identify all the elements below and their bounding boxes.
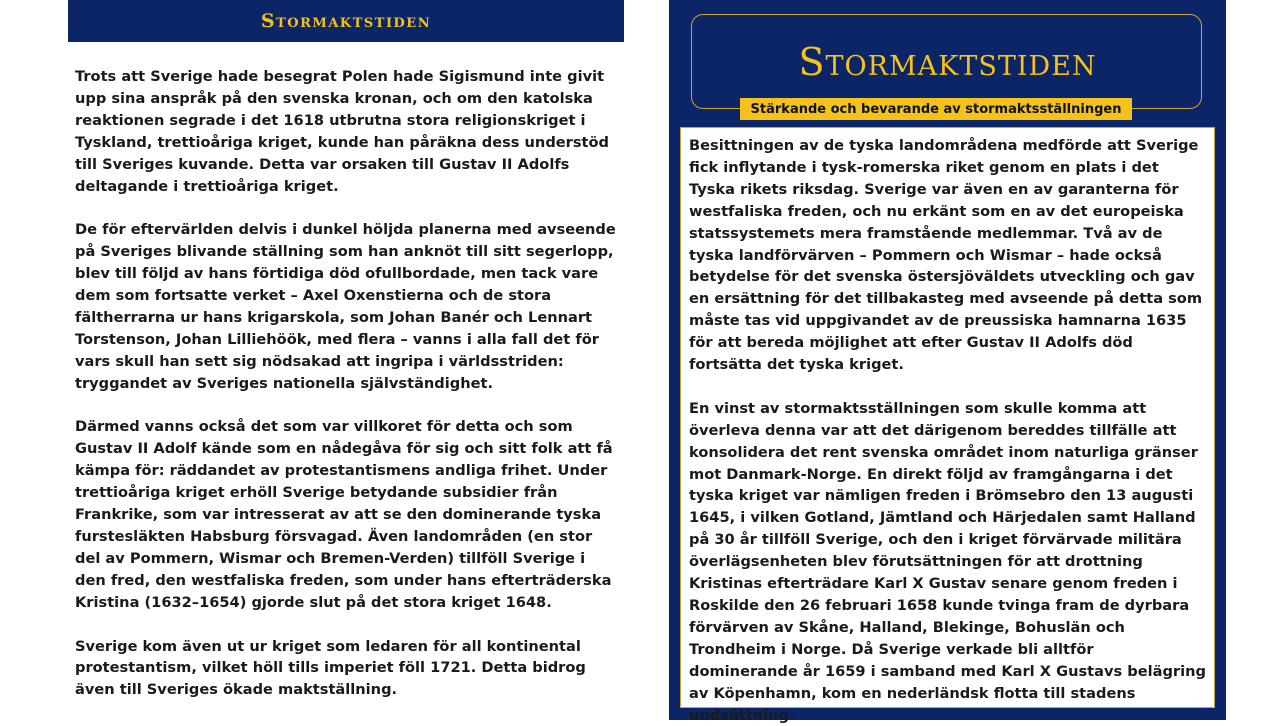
left-paragraph: Därmed vanns också det som var villkoret för detta och som Gustav II Adolf kände som en nådegåva för sig och sitt folk att få kämpa för: räddandet av protestantismens andliga frihet. Under trettioåriga kriget erhöll Sverige betydande subsidier från Frankrike, som var intresserat av att se den dominerande tyska furstesläkten Habsburg försvagad. Även landområden (en stor del av Pommern, Wismar och Bremen-Verden) tillföll Sverige i den fred, den westfaliska freden, som under hans efterträderska Kristina (1632–1654) gjorde slut på det stora kriget 1648. — [75, 418, 613, 611]
left-title: Stormaktstiden — [260, 10, 432, 32]
right-paragraph: Besittningen av de tyska landområdena medförde att Sverige fick inflytande i tysk-romerska riket genom en plats i det Tyska rikets riksdag. Sverige var även en av garanterna för westfaliska freden, och nu erkänt som en av det europeiska statssystemets mera framstående medlemmar. Två av de tyska landförvärven – Pommern och Wismar – hade också betydelse för det svenska östersjöväldets utveckling och gav en ersättning för det tillbakasteg med avseende på detta som måste tas vid uppgivandet av de preussiska hamnarna 1635 för att bereda möjlighet att efter Gustav II Adolfs död fortsätta det tyska kriget. — [689, 137, 1203, 374]
left-paragraph: De för eftervärlden delvis i dunkel höljda planerna med avseende på Sveriges blivande ställning som han anknöt till sitt segerlopp, blev till följd av hans förtidiga död ofullbordade, men tack vare dem som fortsatte verket – Axel Oxenstierna och de stora fältherrarna ur hans krigarskola, som Johan Banér och Lennart Torstenson, Johan Lilliehöök, med flera – vanns i alla fall det för vars skull han sett sig nödsakad att ingripa i världsstriden: tryggandet av Sveriges nationella självständighet. — [75, 221, 616, 392]
left-text-column — [75, 66, 620, 723]
right-paragraph: En vinst av stormaktsställningen som skulle komma att överleva denna var att det därigenom bereddes tillfälle att konsolidera det rent svenska området inom naturliga gränser mot Danmark-Norge. En direkt följd av framgångarna i det tyska kriget var nämligen freden i Brömsebro den 13 augusti 1645, i vilken Gotland, Jämtland och Härjedalen samt Halland på 30 år tillföll Sverige, och den i kriget förvärvade militära överlägsenheten blev förutsättningen för att drottning Kristinas efterträdare Karl X Gustav senare genom freden i Roskilde den 26 februari 1658 kunde tvinga fram de dyrbara förvärven av Skåne, Halland, Blekinge, Bohuslän och Trondheim i Norge. Då Sverige verkade bli alltför dominerande år 1659 i samband med Karl X Gustavs belägring av Köpenhamn, kom en nederländsk flotta till stadens undsättning. — [689, 399, 1206, 724]
subtitle-banner: Stärkande och bevarande av stormaktsställningen — [740, 98, 1132, 120]
left-title-banner — [68, 0, 624, 42]
left-paragraph: Sverige kom även ut ur kriget som ledaren för all kontinental protestantism, vilket höll tills imperiet föll 1721. Detta bidrog även till Sveriges ökade maktställning. — [75, 637, 586, 699]
left-paragraph: Trots att Sverige hade besegrat Polen hade Sigismund inte givit upp sina anspråk på den svenska kronan, och om den katolska reaktionen segrade i det 1618 utbrutna stora religionskriget i Tyskland, trettioåriga kriget, kunde han påräkna dess understöd till Sveriges kuvande. Detta var orsaken till Gustav II Adolfs deltagande i trettioåriga kriget. — [75, 68, 609, 195]
right-panel — [669, 0, 1226, 724]
right-text-box — [680, 127, 1215, 724]
right-title: Stormaktstiden — [798, 40, 1097, 84]
